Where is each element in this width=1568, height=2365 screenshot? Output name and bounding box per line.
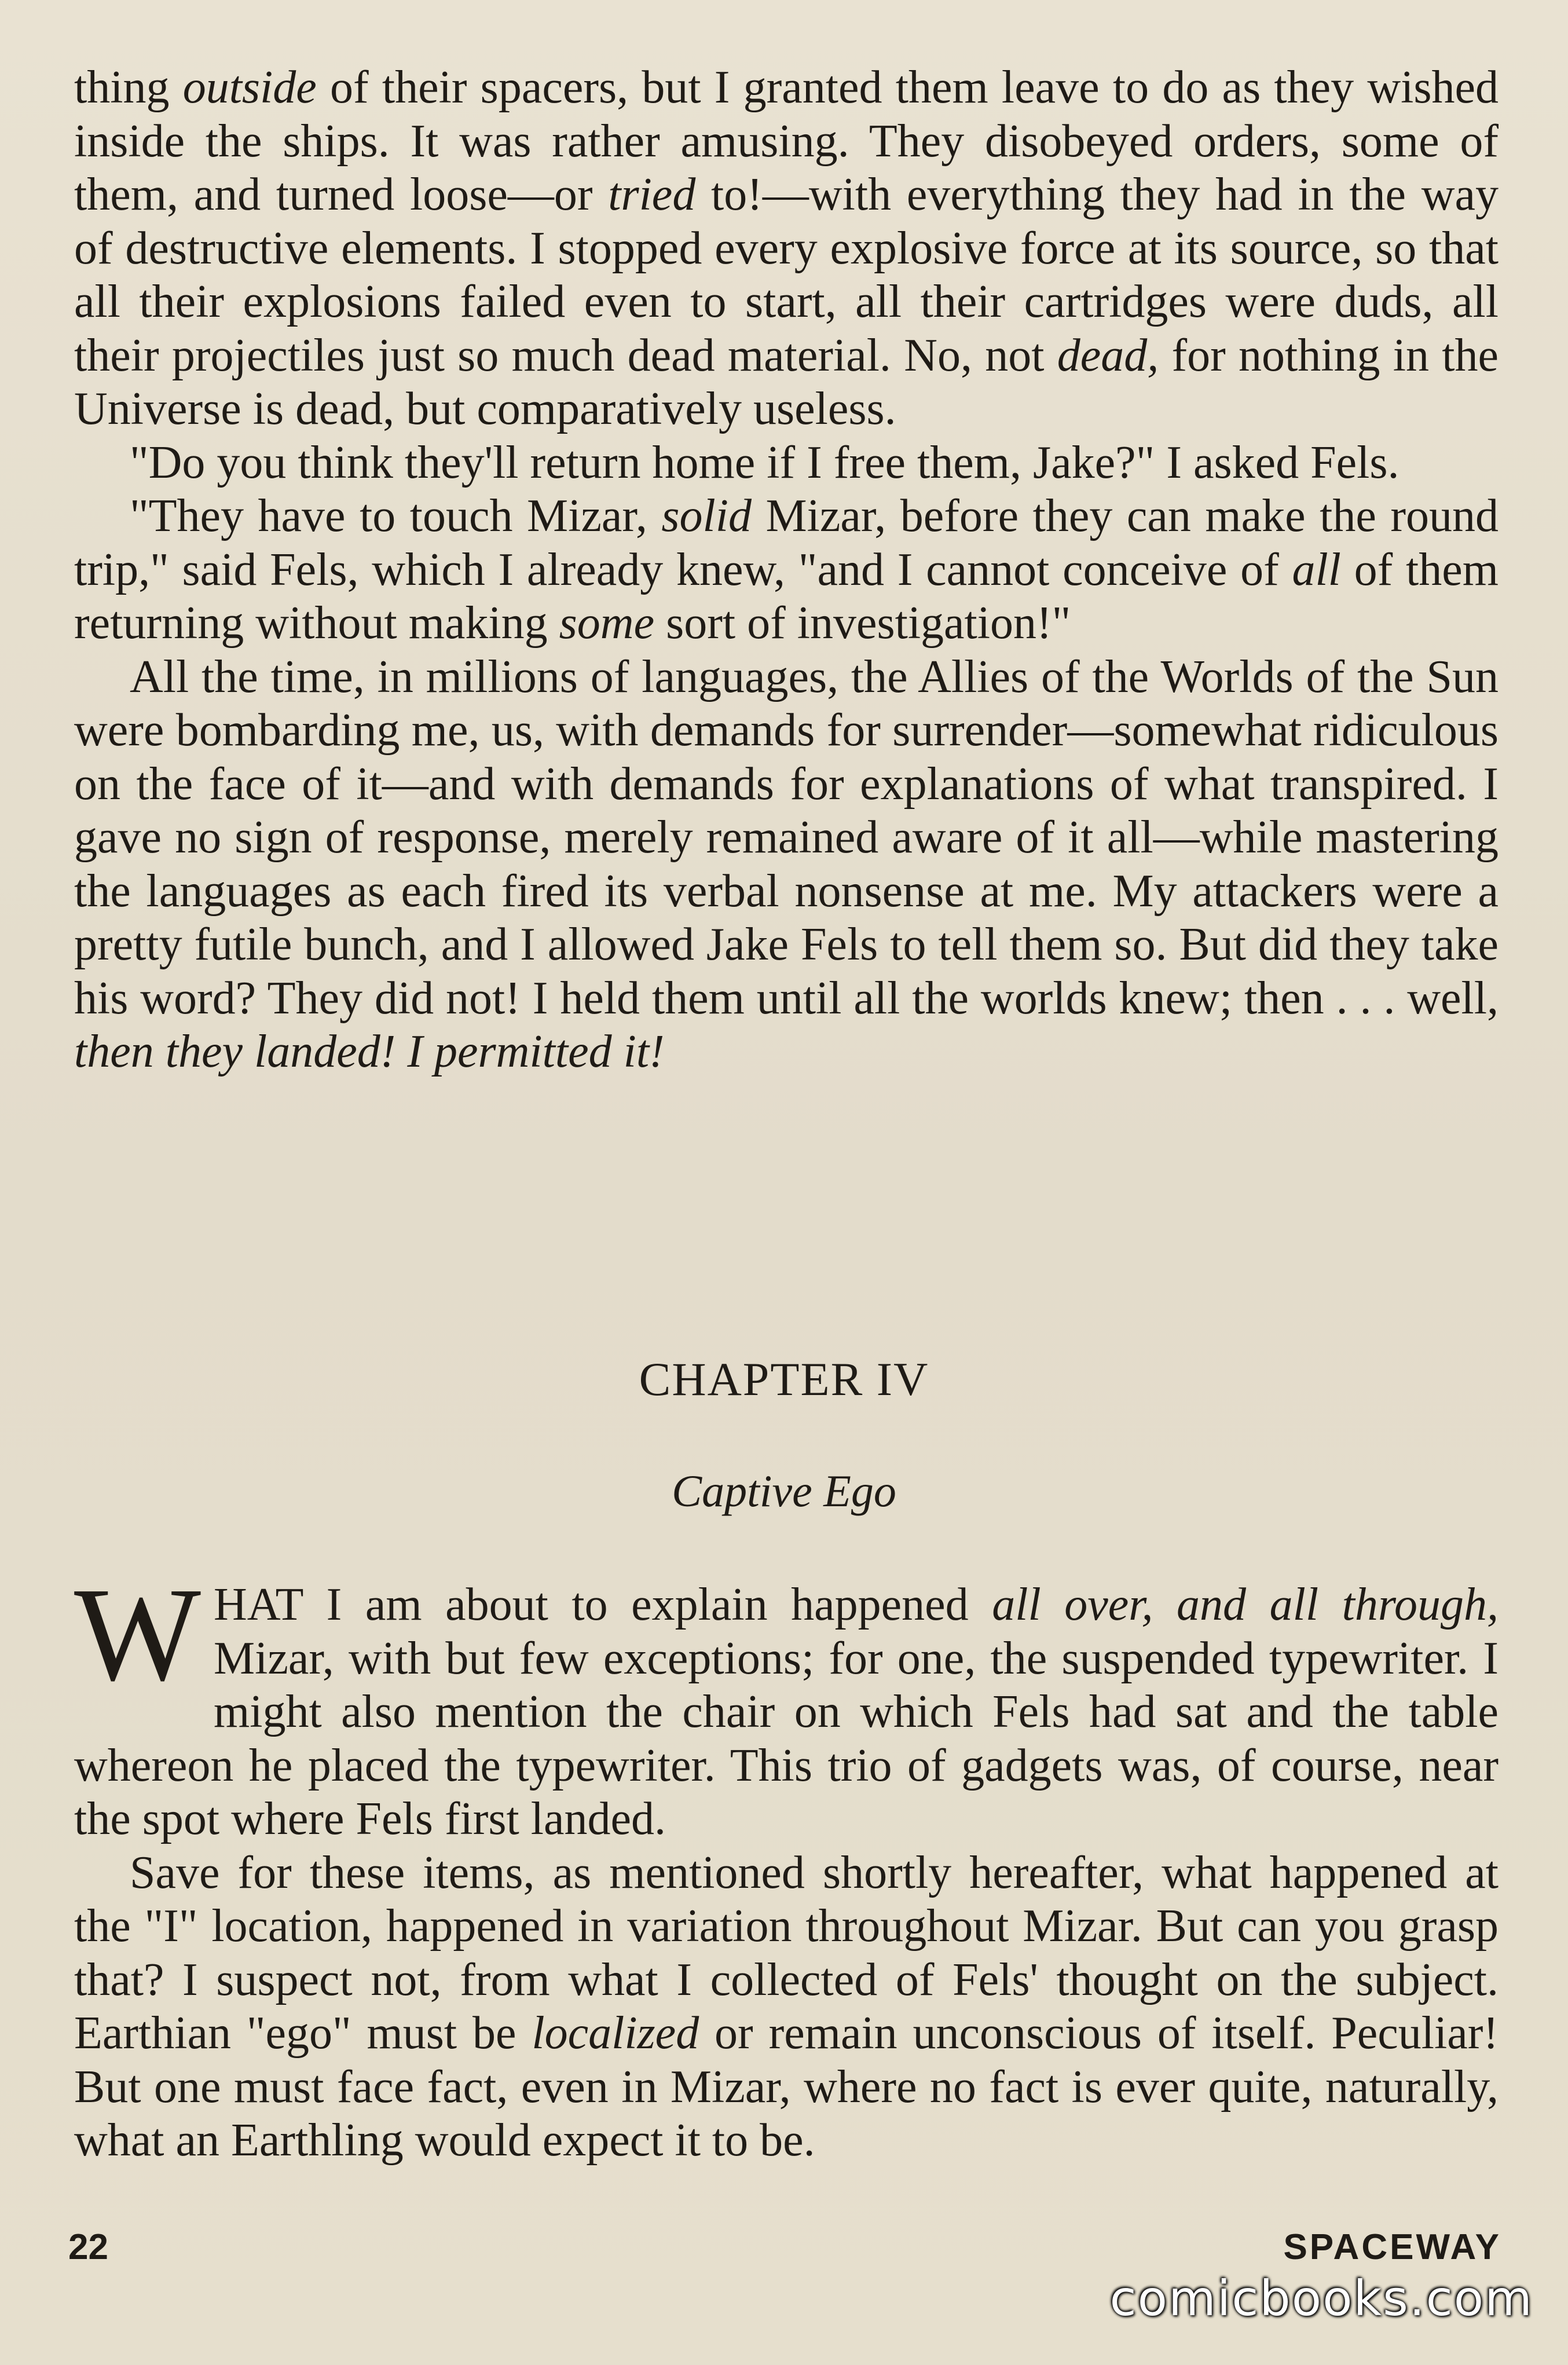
chapter-title: CHAPTER IV xyxy=(639,1353,929,1405)
italic-text: all over, and all through, xyxy=(992,1579,1499,1630)
text-run: Mizar, before they can make the round trip," said Fels, which I already knew, "and I cannot conceive of xyxy=(74,490,1499,595)
page-number: 22 xyxy=(68,2227,108,2267)
italic-text: dead, xyxy=(1057,330,1159,381)
text-run: or remain unconscious of itself. Peculiar! But one must face fact, even in Mizar, where no fact is ever quite, naturally, what an Earthling would expect it to be. xyxy=(74,2008,1499,2166)
paragraph xyxy=(74,489,1499,650)
text-run: "Do you think they'll return home if I free them, Jake?" I asked Fels. xyxy=(130,437,1400,488)
text-run: Save for these items, as mentioned shortly hereafter, what happened at the "I" location, happened in variation throughout Mizar. But can you grasp that? I suspect not, from what I collected of Fels' thought on the subject. Earthian "ego" must be xyxy=(74,1847,1499,2059)
text-run: of them returning without making xyxy=(74,544,1499,649)
text-run: sort of investigation!" xyxy=(654,598,1071,649)
paragraph xyxy=(74,61,1499,436)
paragraph xyxy=(74,1560,1499,1846)
text-run: All the time, in millions of languages, the Allies of the Worlds of the Sun were bombarding me, us, with demands for surrender—somewhat ridiculous on the face of it—and with demands for explanations of what transpired. I gave no sign of response, merely remained aware of it all—while mastering the languages as each fired its verbal nonsense at me. My attackers were a pretty futile bunch, and I allowed Jake Fels to tell them so. But did they take his word? They did not! I held them until all the worlds knew; then . . . well, xyxy=(74,651,1499,1024)
text-run: of their spacers, but I granted them leave to do as they wished inside the ships. It was rather amusing. They disobeyed orders, some of them, and turned loose—or xyxy=(74,62,1499,220)
chapter-subtitle: Captive Ego xyxy=(672,1466,896,1516)
drop-cap: W xyxy=(74,1560,201,1709)
body-text-bottom xyxy=(74,1560,1499,2168)
body-text-top xyxy=(74,61,1499,1079)
text-run: HAT I am about to explain happened xyxy=(213,1579,992,1630)
italic-text: localized xyxy=(532,2008,699,2059)
text-run: thing xyxy=(74,62,183,113)
italic-text: some xyxy=(559,598,655,649)
italic-text: then they landed! I permitted it! xyxy=(74,1026,665,1077)
paragraph xyxy=(74,650,1499,1079)
text-run: Mizar, with but few exceptions; for one, the suspended typewriter. I might also mention the chair on which Fels had sat and the table whereon he placed the typewriter. This trio of gadgets was, of course, near the spot where Fels first landed. xyxy=(74,1632,1499,1844)
text-run: "They have to touch Mizar, xyxy=(130,490,662,541)
italic-text: tried xyxy=(608,169,696,220)
italic-text: solid xyxy=(661,490,752,541)
text-run: to!—with everything they had in the way of destructive elements. I stopped every explosive force at its source, so that all their explosions failed even to start, all their cartridges were duds, all their projectiles just so much dead material. No, not xyxy=(74,169,1499,381)
text-run: for nothing in the Universe is dead, but comparatively useless. xyxy=(74,330,1499,434)
watermark: comicbooks.com xyxy=(1109,2270,1533,2327)
italic-text: outside xyxy=(182,62,317,113)
paragraph xyxy=(74,1846,1499,2168)
italic-text: all xyxy=(1292,544,1341,595)
paragraph xyxy=(74,436,1499,490)
magazine-name: SPACEWAY xyxy=(1283,2227,1501,2267)
